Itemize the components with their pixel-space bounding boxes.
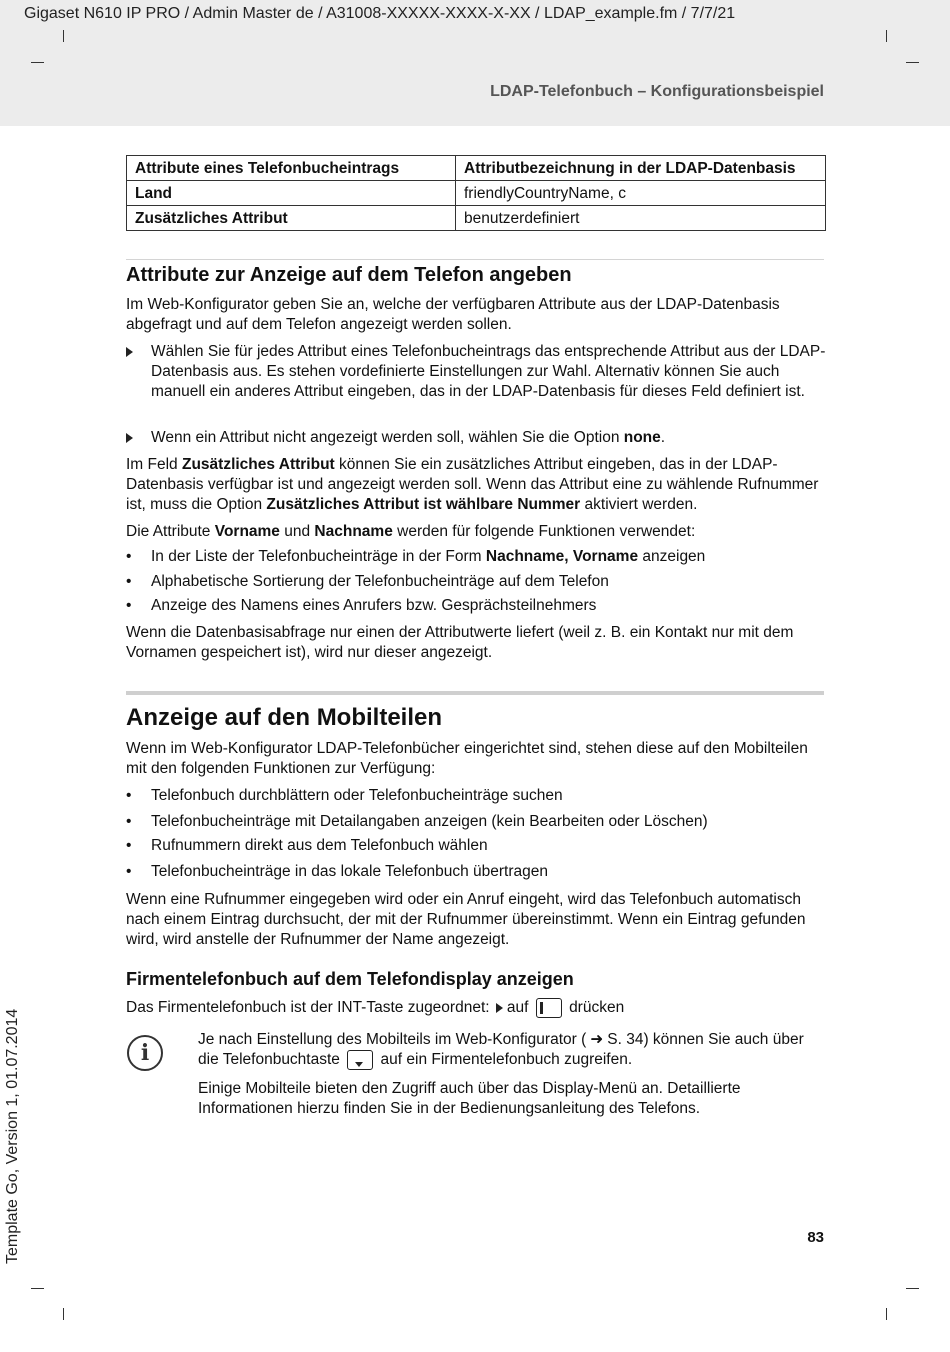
table-header-cell: Attributbezeichnung in der LDAP-Datenbasis: [456, 156, 826, 181]
list-item: [126, 596, 826, 616]
text-run: Das Firmentelefonbuch ist der INT-Taste zugeordnet:: [126, 999, 490, 1017]
text-run: aktiviert werden.: [580, 496, 698, 513]
nav-right-icon: [496, 1003, 503, 1013]
text-run: Die Attribute: [126, 523, 215, 540]
table-header-cell: Attribute eines Telefonbucheintrags: [127, 156, 456, 181]
note-paragraph: Einige Mobilteile bieten den Zugriff auch über das Display-Menü an. Detaillierte Informationen hierzu finden Sie in der Bedienungsanleitung des Telefons.: [198, 1080, 741, 1117]
list-item: [126, 547, 826, 567]
text-run: auf ein Firmentelefonbuch zugreifen.: [380, 1051, 633, 1069]
paragraph: Wenn im Web-Konfigurator LDAP-Telefonbücher eingerichtet sind, stehen diese auf den Mobilteilen mit den folgenden Funktionen zur Verfügung:: [126, 740, 808, 777]
crop-mark: [63, 30, 64, 42]
arrow-right-icon: ➜: [590, 1031, 604, 1048]
list-item: [126, 836, 826, 856]
list-text: Telefonbucheinträge in das lokale Telefonbuch übertragen: [151, 863, 548, 880]
text-run: und: [279, 523, 315, 540]
paragraph: Wenn die Datenbasisabfrage nur einen der Attributwerte liefert (weil z. B. ein Kontakt nur mit dem Vornamen gespeichert ist), wird nur dieser angezeigt.: [126, 624, 794, 661]
step-text: [151, 428, 826, 448]
table-row: [127, 181, 826, 206]
table-header-row: [127, 156, 826, 181]
paragraph: [126, 998, 826, 1018]
list-text: Alphabetische Sortierung der Telefonbucheinträge auf dem Telefon: [151, 573, 609, 590]
text-run: Wenn ein Attribut nicht angezeigt werden soll, wählen Sie die Option: [151, 429, 624, 446]
text-run: anzeigen: [638, 548, 706, 565]
crop-mark: [886, 30, 887, 42]
option-none: none: [623, 429, 661, 446]
bullet: •: [126, 787, 132, 804]
phonebook-key-icon: [347, 1050, 373, 1070]
file-meta-line: Gigaset N610 IP PRO / Admin Master de / A31008-XXXXX-XXXX-X-XX / LDAP_example.fm / 7/7/21: [24, 5, 736, 22]
text-run: Im Feld: [126, 456, 182, 473]
text-run: drücken: [569, 999, 625, 1017]
list-text: Telefonbucheinträge mit Detailangaben anzeigen (kein Bearbeiten oder Löschen): [151, 813, 708, 830]
bullet: •: [126, 597, 132, 614]
list-text: Telefonbuch durchblättern oder Telefonbucheinträge suchen: [151, 787, 563, 804]
step-item: [126, 342, 826, 424]
list-item: [126, 862, 826, 882]
paragraph: Wenn eine Rufnummer eingegeben wird oder ein Anruf eingeht, wird das Telefonbuch automatisch nach einem Eintrag durchsucht, der mit der Rufnummer übereinstimmt. Wenn ein Eintrag gefunden wird, wird anstelle der Rufnummer der Name angezeigt.: [126, 891, 806, 948]
crop-mark: [31, 62, 44, 63]
template-version-label: Template Go, Version 1, 01.07.2014: [4, 1008, 21, 1264]
int-key-icon: [536, 998, 562, 1018]
page-number: 83: [807, 1229, 824, 1246]
step-text: Wählen Sie für jedes Attribut eines Telefonbucheintrags das entsprechende Attribut aus der LDAP-Datenbasis aus. Es stehen vordefinierte Einstellungen zur Wahl. Alternativ können Sie auch manuell ein anderes Attribut eingeben, das in der LDAP-Datenbasis für dieses Feld definiert ist.: [151, 343, 826, 400]
subsection-heading: Firmentelefonbuch auf dem Telefondisplay anzeigen: [126, 969, 574, 989]
crop-mark: [31, 1288, 44, 1289]
bullet: •: [126, 863, 132, 880]
bold-term: Nachname: [314, 523, 393, 540]
chapter-divider: [126, 691, 824, 695]
text-run: können Sie ein zusätzliches Attribut eingeben, das in der LDAP-Datenbasis verfügbar ist und angezeigt werden soll. Wenn das Attribut eine zu wählende Rufnummer ist, muss die Option: [126, 456, 819, 513]
bold-term: Zusätzliches Attribut: [181, 456, 335, 473]
paragraph: Im Web-Konfigurator geben Sie an, welche der verfügbaren Attribute aus der LDAP-Datenbasis abgefragt und auf dem Telefon angezeigt werden sollen.: [126, 296, 780, 333]
page-reference: S. 34: [607, 1031, 644, 1048]
list-text: Rufnummern direkt aus dem Telefonbuch wählen: [151, 837, 488, 854]
attribute-table: [126, 155, 826, 231]
table-cell: Land: [127, 181, 456, 206]
text-run: In der Liste der Telefonbucheinträge in der Form: [151, 548, 486, 565]
list-text: Anzeige des Namens eines Anrufers bzw. Gesprächsteilnehmers: [151, 597, 597, 614]
list-text: [151, 547, 826, 567]
table-cell: benutzerdefiniert: [456, 206, 826, 231]
step-arrow-icon: [126, 342, 146, 363]
bullet: •: [126, 548, 132, 565]
chapter-heading: Anzeige auf den Mobilteilen: [126, 704, 443, 731]
crop-mark: [63, 1308, 64, 1320]
list-item: [126, 812, 826, 832]
note-paragraph: [198, 1030, 828, 1070]
crop-mark: [906, 62, 919, 63]
table-cell: Zusätzliches Attribut: [127, 206, 456, 231]
crop-mark: [886, 1308, 887, 1320]
step-item: [126, 428, 826, 448]
bold-term: Nachname, Vorname: [485, 548, 639, 565]
list-item: [126, 572, 826, 592]
bold-term: Zusätzliches Attribut ist wählbare Nummer: [266, 496, 581, 513]
step-arrow-icon: [126, 428, 146, 449]
text-run: Je nach Einstellung des Mobilteils im Web-Konfigurator (: [198, 1031, 587, 1048]
paragraph: [126, 455, 826, 515]
text-run: .: [660, 429, 666, 446]
running-head: LDAP-Telefonbuch – Konfigurationsbeispiel: [490, 83, 824, 100]
bullet: •: [126, 813, 132, 830]
table-row: [127, 206, 826, 231]
crop-mark: [906, 1288, 919, 1289]
text-run: ) können Sie auch über die Telefonbuchtaste: [198, 1031, 804, 1069]
paragraph: [126, 522, 826, 542]
text-run: auf: [506, 999, 529, 1017]
section-divider: [126, 259, 824, 260]
bullet: •: [126, 837, 132, 854]
text-run: werden für folgende Funktionen verwendet:: [392, 523, 696, 540]
bullet: •: [126, 573, 132, 590]
info-icon: i: [127, 1035, 163, 1071]
bold-term: Vorname: [214, 523, 280, 540]
section-heading: Attribute zur Anzeige auf dem Telefon angeben: [126, 264, 572, 286]
table-cell: friendlyCountryName, c: [456, 181, 826, 206]
list-item: [126, 786, 826, 806]
